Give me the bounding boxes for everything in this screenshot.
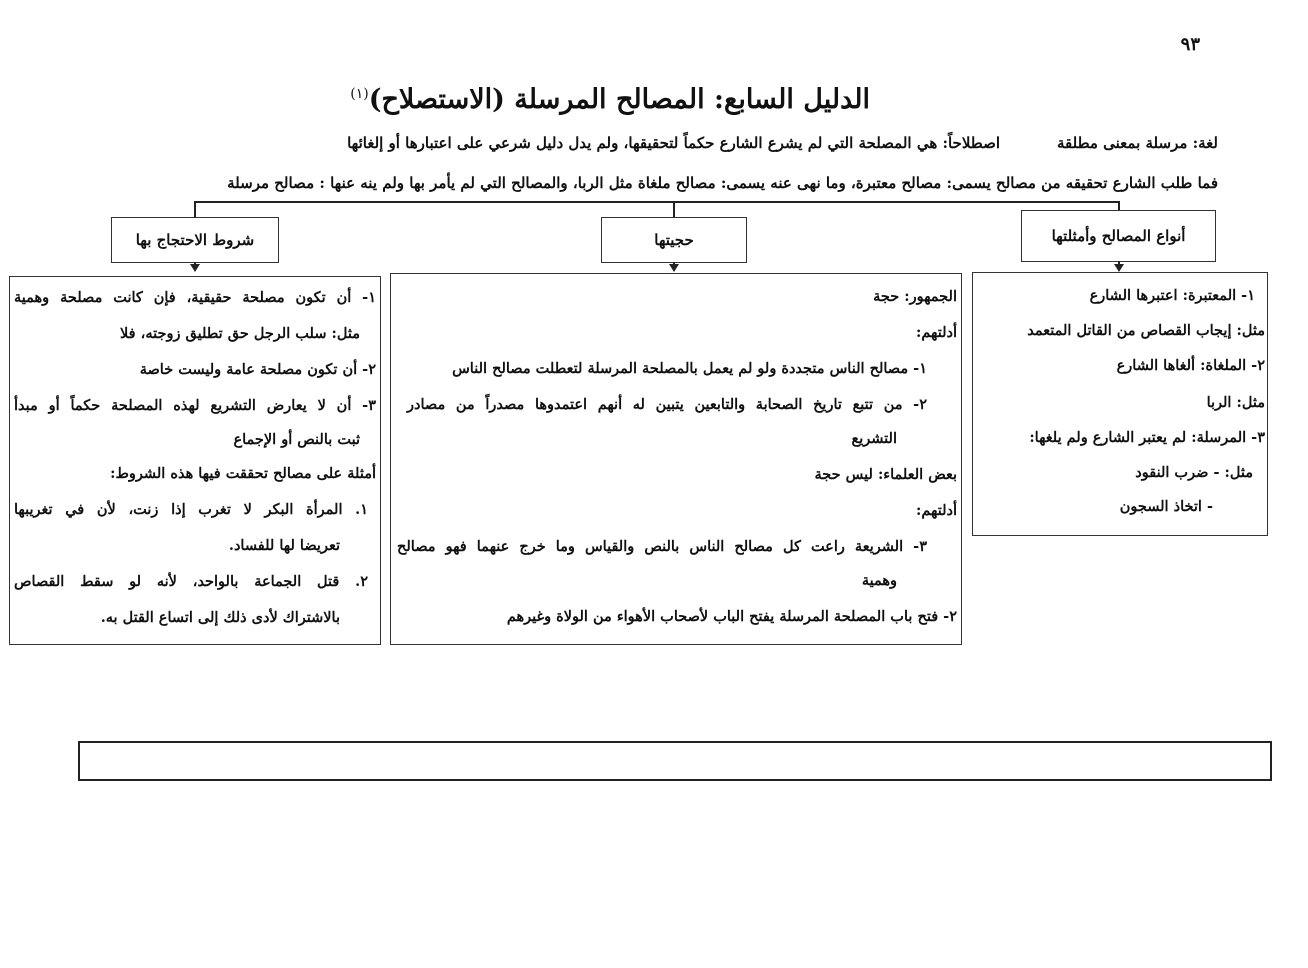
types-item-1: ١- المعتبرة: اعتبرها الشارع bbox=[1089, 287, 1255, 304]
header-conditions-box bbox=[111, 217, 279, 263]
types-item-3-example-1: مثل: - ضرب النقود bbox=[1135, 464, 1253, 481]
types-item-3-example-2: - اتخاذ السجون bbox=[1119, 498, 1213, 515]
hujjiya-majority-evidence-label: أدلتهم: bbox=[916, 324, 957, 341]
hujjiya-some-scholars: بعض العلماء: ليس حجة bbox=[814, 466, 957, 483]
footnote-ref: (١) bbox=[350, 86, 369, 102]
header-types-box bbox=[1021, 210, 1216, 262]
conditions-item-3: ٣- أن لا يعارض التشريع لهذه المصلحة حكماً أو مبدأ bbox=[14, 397, 376, 414]
hujjiya-box bbox=[390, 273, 962, 645]
title-main: الدليل السابع: المصالح المرسلة (الاستصلاح) bbox=[368, 84, 870, 115]
conditions-example-1-cont: تعريضا لها للفساد. bbox=[228, 537, 340, 554]
arrow-hujjiya-head bbox=[669, 264, 679, 272]
intro-istilah: اصطلاحاً: هي المصلحة التي لم يشرع الشارع حكماً لتحقيقها، ولم يدل دليل شرعي على اعتبارها أو إلغائها bbox=[347, 134, 1000, 152]
header-hujjiya-label: حجيتها bbox=[654, 231, 694, 249]
types-item-2: ٢- الملغاة: ألغاها الشارع bbox=[1116, 357, 1265, 374]
hujjiya-evidence-2: ٢- من تتبع تاريخ الصحابة والتابعين يتبين له أنهم اعتمدوها مصدراً من مصادر bbox=[407, 396, 927, 413]
types-box bbox=[972, 272, 1268, 536]
intro-lugha: لغة: مرسلة بمعنى مطلقة bbox=[1057, 134, 1218, 152]
hujjiya-evidence-2-cont: التشريع bbox=[851, 430, 897, 447]
hujjiya-evidence-3-cont: وهمية bbox=[861, 572, 897, 589]
conditions-examples-heading: أمثلة على مصالح تحققت فيها هذه الشروط: bbox=[110, 465, 376, 482]
arrow-conditions-head bbox=[190, 264, 200, 272]
connector-hujjiya-up bbox=[673, 201, 675, 217]
hujjiya-majority: الجمهور: حجة bbox=[873, 288, 957, 305]
arrow-types-head bbox=[1114, 264, 1124, 272]
header-hujjiya-box bbox=[601, 217, 747, 263]
conditions-example-2: ٢. قتل الجماعة بالواحد، لأنه لو سقط القصاص bbox=[14, 573, 368, 590]
header-types-label: أنواع المصالح وأمثلتها bbox=[1051, 227, 1186, 245]
conditions-example-2-cont: بالاشتراك لأدى ذلك إلى اتساع القتل به. bbox=[100, 609, 340, 626]
types-item-3: ٣- المرسلة: لم يعتبر الشارع ولم يلغها: bbox=[1029, 429, 1265, 446]
hujjiya-evidence-1: ١- مصالح الناس متجددة ولو لم يعمل بالمصلحة المرسلة لتعطلت مصالح الناس bbox=[452, 360, 927, 377]
types-item-1-example: مثل: إيجاب القصاص من القاتل المتعمد bbox=[1027, 322, 1265, 339]
hujjiya-evidence-3: ٣- الشريعة راعت كل مصالح الناس بالنص والقياس وما خرج عنهما فهو مصالح bbox=[397, 538, 927, 555]
connector-conditions-up bbox=[194, 201, 196, 217]
intro-summary: فما طلب الشارع تحقيقه من مصالح يسمى: مصالح معتبرة، وما نهى عنه يسمى: مصالح ملغاة مثل الربا، والمصالح التي لم يأمر بها ولم ينه عنها : مصالح مرسلة bbox=[227, 174, 1218, 192]
conditions-example-1: ١. المرأة البكر لا تغرب إذا زنت، لأن في تغريبها bbox=[14, 501, 368, 518]
connector-top-horizontal bbox=[194, 201, 1119, 203]
conditions-item-1: ١- أن تكون مصلحة حقيقية، فإن كانت مصلحة وهمية bbox=[14, 289, 376, 306]
types-item-2-example: مثل: الربا bbox=[1206, 394, 1265, 411]
page-title bbox=[350, 84, 870, 115]
conditions-item-2: ٢- أن تكون مصلحة عامة وليست خاصة bbox=[139, 361, 376, 378]
conditions-item-1-example: مثل: سلب الرجل حق تطليق زوجته، فلا bbox=[120, 325, 360, 342]
header-conditions-label: شروط الاحتجاج بها bbox=[135, 231, 255, 249]
hujjiya-evidence-4: ٢- فتح باب المصلحة المرسلة يفتح الباب لأصحاب الأهواء من الولاة وغيرهم bbox=[506, 608, 957, 625]
footer-box bbox=[78, 741, 1272, 781]
conditions-box bbox=[9, 276, 381, 645]
hujjiya-scholars-evidence-label: أدلتهم: bbox=[916, 502, 957, 519]
page-number: ٩٣ bbox=[1180, 34, 1200, 55]
conditions-item-3-cont: ثبت بالنص أو الإجماع bbox=[233, 431, 360, 448]
